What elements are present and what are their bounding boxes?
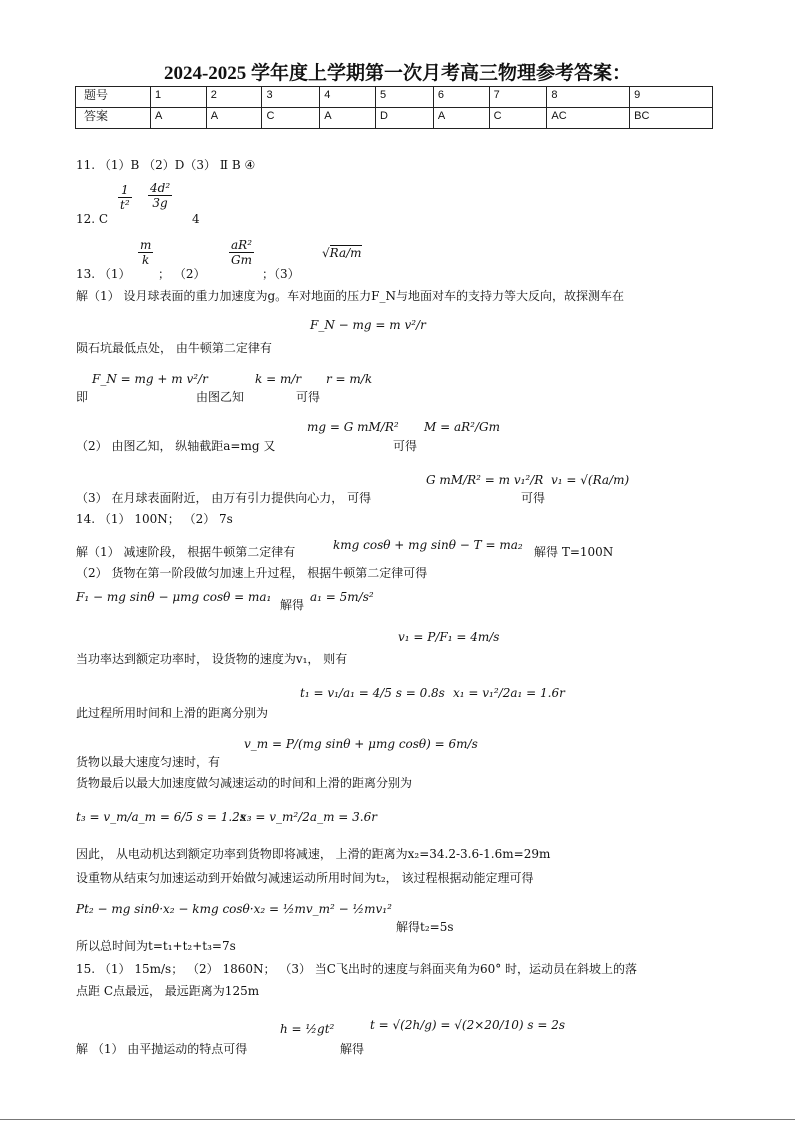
solution-line: 解得: [340, 1042, 365, 1056]
equation: v₁ = √(Ra/m): [551, 473, 630, 487]
solution-line: 解（1） 设月球表面的重力加速度为g。车对地面的压力F_N与地面对车的支持力等大反向，故探测车在: [76, 289, 624, 303]
solution-line: 可得: [296, 390, 321, 404]
equation: F_N − mg = m v²/r: [310, 318, 426, 332]
fraction-denominator: Gm: [231, 253, 252, 267]
table-cell: A: [433, 108, 489, 129]
separator: ；（3）: [262, 267, 300, 281]
table-cell: A: [151, 108, 207, 129]
answer-15: 15. （1） 15m/s； （2） 1860N； （3） 当C飞出时的速度与斜面夹角为60° 时，运动员在斜坡上的落: [76, 962, 638, 976]
answer-12-label: 12. C: [76, 212, 109, 226]
equation: v₁ = P/F₁ = 4m/s: [398, 630, 500, 644]
table-cell: 5: [376, 87, 434, 108]
equation: x₁ = v₁²/2a₁ = 1.6r: [453, 686, 565, 700]
solution-line: 当功率达到额定功率时， 设货物的速度为v₁， 则有: [76, 652, 348, 666]
answer-13-label: 13. （1）: [76, 267, 131, 281]
table-cell: 3: [262, 87, 320, 108]
answer-11: 11. （1）B （2）D（3） Ⅱ B ④: [76, 158, 256, 172]
equation: Pt₂ − mg sinθ·x₂ − kmg cosθ·x₂ = ½mv_m² − ½mv₁²: [76, 902, 392, 916]
solution-line: 陨石坑最低点处， 由牛顿第二定律有: [76, 341, 272, 355]
equation: k = m/r: [255, 372, 302, 386]
equation: G mM/R² = m v₁²/R: [426, 473, 544, 487]
table-cell: 1: [151, 87, 207, 108]
equation: M = aR²/Gm: [424, 420, 500, 434]
table-cell: BC: [630, 108, 713, 129]
solution-line: 可得: [521, 491, 546, 505]
solution-line: （2） 由图乙知， 纵轴截距a=mg 又: [76, 439, 276, 453]
table-cell: D: [376, 108, 434, 129]
page-title: 2024-2025 学年度上学期第一次月考高三物理参考答案：: [163, 63, 632, 84]
page-border: [0, 1119, 795, 1120]
table-cell: 题号: [76, 87, 151, 108]
solution-line: （2） 货物在第一阶段做匀加速上升过程， 根据牛顿第二定律可得: [76, 566, 428, 580]
answer-14: 14. （1） 100N； （2） 7s: [76, 512, 233, 526]
equation: mg = G mM/R²: [307, 420, 399, 434]
fraction-denominator: t²: [120, 198, 130, 212]
solution-line: 设重物从结束匀加速运动到开始做匀减速运动所用时间为t₂， 该过程根据动能定理可得: [76, 871, 534, 885]
formula-13-1: [138, 238, 153, 267]
formula-12-2: [148, 181, 172, 210]
radicand: Ra/m: [329, 246, 362, 260]
equation: v_m = P/(mg sinθ + μmg cosθ) = 6m/s: [244, 737, 478, 751]
table-row: [76, 87, 713, 108]
fraction-denominator: k: [142, 253, 150, 267]
equation: F_N = mg + m v²/r: [92, 372, 208, 386]
formula-13-3: √Ra/m: [322, 246, 362, 260]
equation: F₁ − mg sinθ − μmg cosθ = ma₁: [76, 590, 272, 604]
table-cell: 4: [320, 87, 376, 108]
equation: t₃ = v_m/a_m = 6/5 s = 1.2s: [76, 810, 246, 824]
separator: ； （2）: [158, 267, 206, 281]
equation: t₁ = v₁/a₁ = 4/5 s = 0.8s: [300, 686, 445, 700]
solution-line: 即: [76, 390, 89, 404]
solution-line: 解 （1） 由平抛运动的特点可得: [76, 1042, 248, 1056]
table-cell: 7: [489, 87, 547, 108]
equation: h = ½gt²: [280, 1022, 335, 1036]
table-row: [76, 108, 713, 129]
equation: x₃ = v_m²/2a_m = 3.6r: [240, 810, 377, 824]
solution-line: 此过程所用时间和上滑的距离分别为: [76, 706, 269, 720]
table-cell: A: [206, 108, 262, 129]
equation: t = √(2h/g) = √(2×20/10) s = 2s: [370, 1018, 566, 1032]
table-cell: 8: [547, 87, 630, 108]
fraction-numerator: 4d²: [150, 181, 171, 195]
solution-line: 所以总时间为t=t₁+t₂+t₃=7s: [76, 939, 236, 953]
equation: kmg cosθ + mg sinθ − T = ma₂: [333, 538, 523, 552]
solution-line: 货物以最大速度匀速时，有: [76, 755, 221, 769]
answer-12-tail: 4: [192, 212, 200, 226]
table-cell: 9: [630, 87, 713, 108]
table-cell: 6: [433, 87, 489, 108]
solution-line: 解得 T=100N: [534, 545, 614, 559]
fraction-denominator: 3g: [152, 196, 168, 210]
table-cell: 答案: [76, 108, 151, 129]
solution-line: 可得: [393, 439, 418, 453]
fraction-numerator: m: [140, 238, 152, 252]
table-cell: 2: [206, 87, 262, 108]
solution-line: 由图乙知: [196, 390, 245, 404]
formula-13-2: [229, 238, 254, 267]
fraction-numerator: aR²: [231, 238, 252, 252]
solution-line: 解得t₂=5s: [396, 920, 454, 934]
table-cell: AC: [547, 108, 630, 129]
fraction-numerator: 1: [118, 183, 132, 198]
equation: a₁ = 5m/s²: [310, 590, 374, 604]
solution-line: 因此， 从电动机达到额定功率到货物即将减速， 上滑的距离为x₂=34.2-3.6-1.6m=29m: [76, 847, 551, 861]
solution-line: 货物最后以最大加速度做匀减速运动的时间和上滑的距离分别为: [76, 776, 413, 790]
formula-12-1: [118, 183, 132, 212]
answer-table: [75, 86, 713, 129]
solution-line: 解（1） 减速阶段， 根据牛顿第二定律有: [76, 545, 296, 559]
answer-15-cont: 点距 C点最远， 最远距离为125m: [76, 984, 260, 998]
equation: r = m/k: [326, 372, 373, 386]
table-cell: C: [489, 108, 547, 129]
table-cell: C: [262, 108, 320, 129]
table-cell: A: [320, 108, 376, 129]
solution-line: 解得: [280, 598, 305, 612]
solution-line: （3） 在月球表面附近， 由万有引力提供向心力， 可得: [76, 491, 372, 505]
